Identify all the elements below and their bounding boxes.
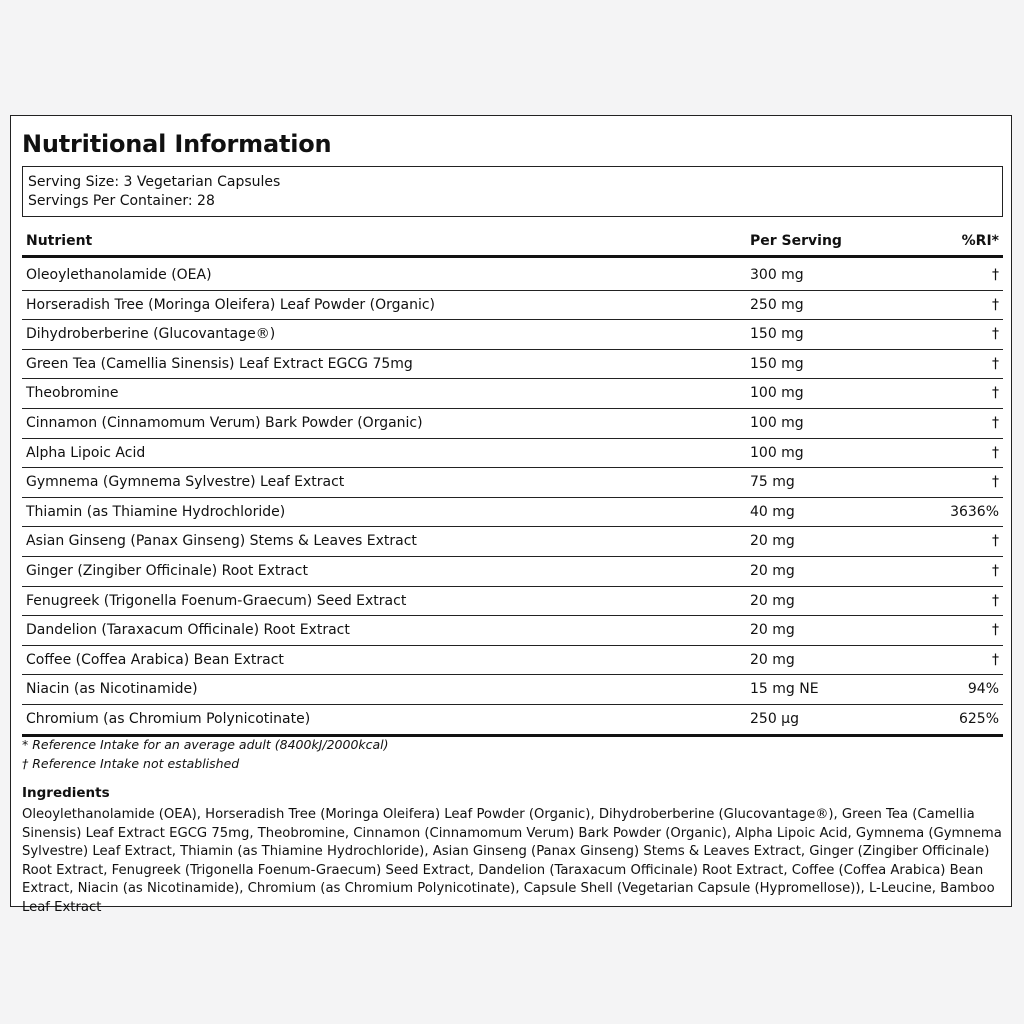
per-serving-value: 20 mg <box>750 622 795 639</box>
footnote-not-established: † Reference Intake not established <box>22 756 240 771</box>
header-per-serving: Per Serving <box>750 233 842 249</box>
table-row <box>22 616 1003 646</box>
ri-value: † <box>992 267 999 283</box>
nutrient-name: Thiamin (as Thiamine Hydrochloride) <box>26 503 286 520</box>
ri-value: † <box>992 326 999 343</box>
table-row <box>22 498 1003 528</box>
ri-value: † <box>992 562 999 579</box>
ri-value: † <box>992 533 999 550</box>
nutrient-table-body <box>22 261 1003 737</box>
servings-per-container: Servings Per Container: 28 <box>28 193 215 209</box>
per-serving-value: 15 mg NE <box>750 681 819 698</box>
nutrient-name: Green Tea (Camellia Sinensis) Leaf Extract EGCG 75mg <box>26 355 413 372</box>
table-row <box>22 409 1003 439</box>
nutrient-name: Ginger (Zingiber Officinale) Root Extract <box>26 562 308 579</box>
table-row <box>22 557 1003 587</box>
ri-value: † <box>992 444 999 461</box>
nutrient-name: Theobromine <box>26 385 119 402</box>
nutrient-name: Horseradish Tree (Moringa Oleifera) Leaf Powder (Organic) <box>26 296 436 313</box>
per-serving-value: 300 mg <box>750 267 804 283</box>
ri-value: † <box>992 385 999 402</box>
ri-value: 3636% <box>950 503 999 520</box>
table-row <box>22 439 1003 469</box>
table-row <box>22 705 1003 737</box>
ri-value: † <box>992 622 999 639</box>
nutrient-name: Fenugreek (Trigonella Foenum-Graecum) Seed Extract <box>26 592 407 609</box>
per-serving-value: 250 µg <box>750 710 799 727</box>
per-serving-value: 250 mg <box>750 296 804 313</box>
table-header <box>22 228 1003 258</box>
table-row <box>22 261 1003 291</box>
per-serving-value: 150 mg <box>750 355 804 372</box>
per-serving-value: 100 mg <box>750 385 804 402</box>
per-serving-value: 150 mg <box>750 326 804 343</box>
footnote-reference-intake: * Reference Intake for an average adult (8400kJ/2000kcal) <box>22 737 389 752</box>
nutrient-name: Alpha Lipoic Acid <box>26 444 146 461</box>
nutrient-name: Oleoylethanolamide (OEA) <box>26 267 212 283</box>
table-row <box>22 468 1003 498</box>
ri-value: 94% <box>967 681 999 698</box>
header-nutrient: Nutrient <box>26 233 93 249</box>
nutrient-name: Dihydroberberine (Glucovantage®) <box>26 326 276 343</box>
per-serving-value: 75 mg <box>750 474 795 491</box>
footnotes <box>22 735 389 773</box>
ri-value: † <box>992 414 999 431</box>
ri-value: † <box>992 592 999 609</box>
nutrient-name: Coffee (Coffea Arabica) Bean Extract <box>26 651 284 668</box>
nutrient-name: Gymnema (Gymnema Sylvestre) Leaf Extract <box>26 474 345 491</box>
ri-value: † <box>992 651 999 668</box>
per-serving-value: 20 mg <box>750 562 795 579</box>
ri-value: † <box>992 355 999 372</box>
nutrient-name: Asian Ginseng (Panax Ginseng) Stems & Leaves Extract <box>26 533 417 550</box>
per-serving-value: 100 mg <box>750 444 804 461</box>
table-row <box>22 320 1003 350</box>
page-title: Nutritional Information <box>22 130 332 158</box>
table-row <box>22 350 1003 380</box>
header-ri: %RI* <box>961 233 999 249</box>
per-serving-value: 20 mg <box>750 651 795 668</box>
table-row <box>22 646 1003 676</box>
table-row <box>22 379 1003 409</box>
table-row <box>22 527 1003 557</box>
serving-size: Serving Size: 3 Vegetarian Capsules <box>28 174 281 190</box>
ri-value: † <box>992 474 999 491</box>
table-row <box>22 291 1003 321</box>
nutrient-name: Dandelion (Taraxacum Officinale) Root Extract <box>26 622 350 639</box>
per-serving-value: 20 mg <box>750 533 795 550</box>
nutrient-name: Cinnamon (Cinnamomum Verum) Bark Powder (Organic) <box>26 414 423 431</box>
nutrient-name: Niacin (as Nicotinamide) <box>26 681 198 698</box>
serving-info-box <box>22 166 1003 217</box>
ingredients-text: Oleoylethanolamide (OEA), Horseradish Tree (Moringa Oleifera) Leaf Powder (Organic), Dihydroberberine (Glucovantage®), Green Tea (Camellia Sinensis) Leaf Extract EGCG 75mg, Theobromine, Cinnamon (Cinnamomum Verum) Bark Powder (Organic), Alpha Lipoic Acid, Gymnema (Gymnema Sylvestre) Leaf Extract, Thiamin (as Thiamine Hydrochloride), Asian Ginseng (Panax Ginseng) Stems & Leaves Extract, Ginger (Zingiber Officinale) Root Extract, Fenugreek (Trigonella Foenum-Graecum) Seed Extract, Dandelion (Taraxacum Officinale) Root Extract, Coffee (Coffea Arabica) Bean Extract, Niacin (as Nicotinamide), Chromium (as Chromium Polynicotinate), Capsule Shell (Vegetarian Capsule (Hypromellose)), L-Leucine, Bamboo Leaf Extract <box>22 807 1002 915</box>
table-row <box>22 675 1003 705</box>
per-serving-value: 40 mg <box>750 503 795 520</box>
table-row <box>22 587 1003 617</box>
ri-value: 625% <box>958 710 999 727</box>
nutrient-name: Chromium (as Chromium Polynicotinate) <box>26 710 311 727</box>
ingredients-title: Ingredients <box>22 785 110 801</box>
ri-value: † <box>992 296 999 313</box>
per-serving-value: 100 mg <box>750 414 804 431</box>
per-serving-value: 20 mg <box>750 592 795 609</box>
nutrition-panel <box>10 115 1012 915</box>
